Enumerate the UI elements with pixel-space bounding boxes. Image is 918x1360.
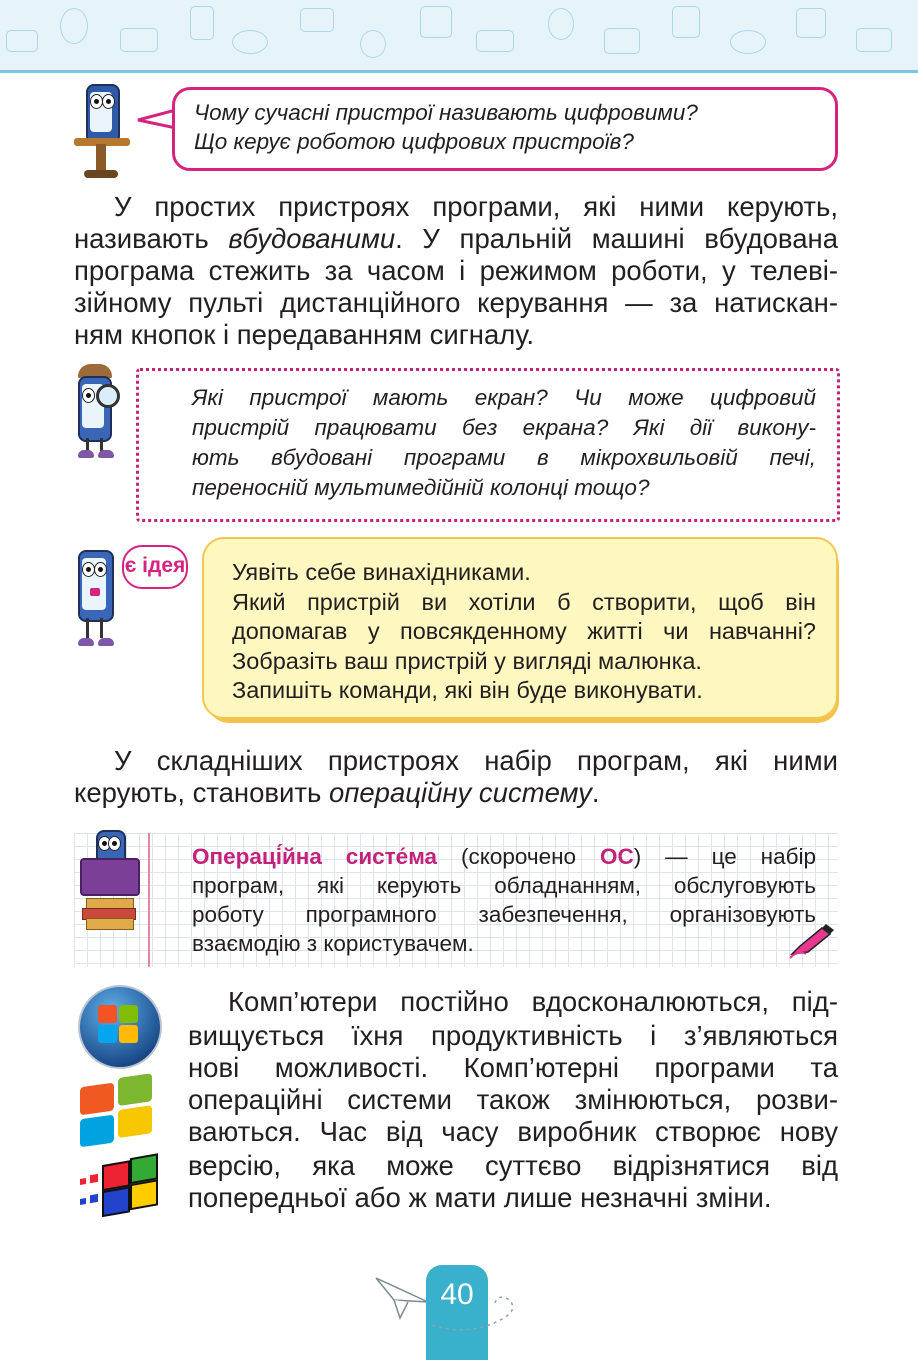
windows-classic-logo-icon	[80, 1145, 160, 1231]
header-divider	[0, 70, 918, 73]
header-doodle-band	[0, 0, 918, 72]
mascot-reading	[76, 828, 138, 938]
paper-plane-icon	[374, 1272, 430, 1322]
tablet-doodle-icon	[604, 28, 640, 54]
idea-line-2: Який пристрій ви хотіли б створити, щоб він	[232, 589, 816, 615]
para3-line-4: операційні системи також змінюються, розви-	[188, 1084, 838, 1115]
question2-line-3: ють вбудовані програми в мікрохвильовій печі,	[192, 445, 816, 470]
para1-line-5: ням кнопок і передаванням сигналу.	[74, 319, 534, 350]
idea-line-1: Уявіть себе винахідниками.	[232, 559, 531, 585]
keyboard-doodle-icon	[120, 28, 158, 52]
router-doodle-icon	[730, 30, 766, 54]
para3-line-6: версію, яка може суттєво відрізнятися від	[188, 1150, 838, 1181]
mascot-thinking	[72, 82, 134, 182]
idea-line-3: допомагав у повсякденному житті чи навчанні?	[232, 618, 816, 644]
question-line-1: Чому сучасні пристрої називають цифровими?	[194, 100, 698, 125]
gamepad-doodle-icon	[672, 6, 700, 38]
para1-line-4: зійному пульті дистанційного керування — за натискан-	[74, 287, 838, 318]
monitor-doodle-icon	[300, 8, 334, 32]
definition-line-2: програм, які керують обладнанням, обслуговують	[192, 873, 816, 898]
para1-line-1: У простих пристроях програми, які ними керують,	[114, 191, 838, 222]
definition-abbr: ОС	[599, 844, 634, 869]
idea-line-4: Зобразіть ваш пристрій у вигляді малюнка.	[232, 648, 702, 674]
para3-line-7: попередньої або ж мати лише незначні зміни.	[188, 1182, 772, 1213]
highlighter-icon	[788, 920, 836, 960]
page-number: 40	[440, 1278, 474, 1311]
para3-line-5: ваються. Час від часу виробник створює нову	[188, 1116, 838, 1147]
para1-line-3: програма стежить за часом і режимом роботи, у телеві-	[74, 255, 838, 286]
question2-line-1: Які пристрої мають екран? Чи може цифровий	[192, 385, 816, 410]
camera-doodle-icon	[476, 30, 514, 52]
laptop-doodle-icon	[6, 30, 38, 52]
para2-line-2: керують, становить операційну систему.	[74, 777, 600, 808]
microphone-doodle-icon	[796, 8, 826, 38]
para3-line-1: Комп’ютери постійно вдосконалюються, під-	[228, 986, 838, 1017]
windows-vista-flag-icon	[96, 1003, 140, 1045]
printer-doodle-icon	[420, 6, 452, 38]
mascot-detective	[70, 364, 130, 464]
idea-badge: є ідея	[122, 545, 188, 589]
headphones-doodle-icon	[232, 30, 268, 54]
definition-line-3: роботу програмного забезпечення, організовують	[192, 902, 816, 927]
bubble-tail	[136, 108, 176, 130]
phone-doodle-icon	[190, 6, 214, 40]
definition-margin-line	[148, 833, 150, 967]
dotted-flight-path	[430, 1285, 524, 1337]
para3-line-3: нові можливості. Комп’ютерні програми та	[188, 1052, 838, 1083]
para3-line-2: вищується їхня продуктивність і з’являються	[188, 1020, 838, 1051]
question-line-2: Що керує роботою цифрових пристроїв?	[194, 129, 634, 154]
question2-line-4: переносній мультимедійній колонці тощо?	[192, 475, 650, 500]
idea-line-5: Запишіть команди, які він буде виконувати.	[232, 677, 703, 703]
mouse-doodle-icon	[60, 8, 88, 44]
para2-line-1: У складніших пристроях набір програм, які ними	[114, 745, 838, 776]
windows-xp-logo-icon	[80, 1073, 156, 1150]
webcam-doodle-icon	[548, 8, 574, 40]
para1-line-2: називають вбудованими. У пральній машині вбудована	[74, 223, 838, 254]
speaker-doodle-icon	[360, 30, 386, 58]
drive-doodle-icon	[856, 28, 892, 52]
definition-line-4: взаємодію з користувачем.	[192, 931, 474, 956]
question2-line-2: пристрій працювати без екрана? Які дії викону-	[192, 415, 816, 440]
definition-line-1: Операці́йна систе́ма (скорочено ОС) — це набір	[192, 844, 816, 869]
definition-term: Операці́йна систе́ма	[192, 844, 438, 869]
